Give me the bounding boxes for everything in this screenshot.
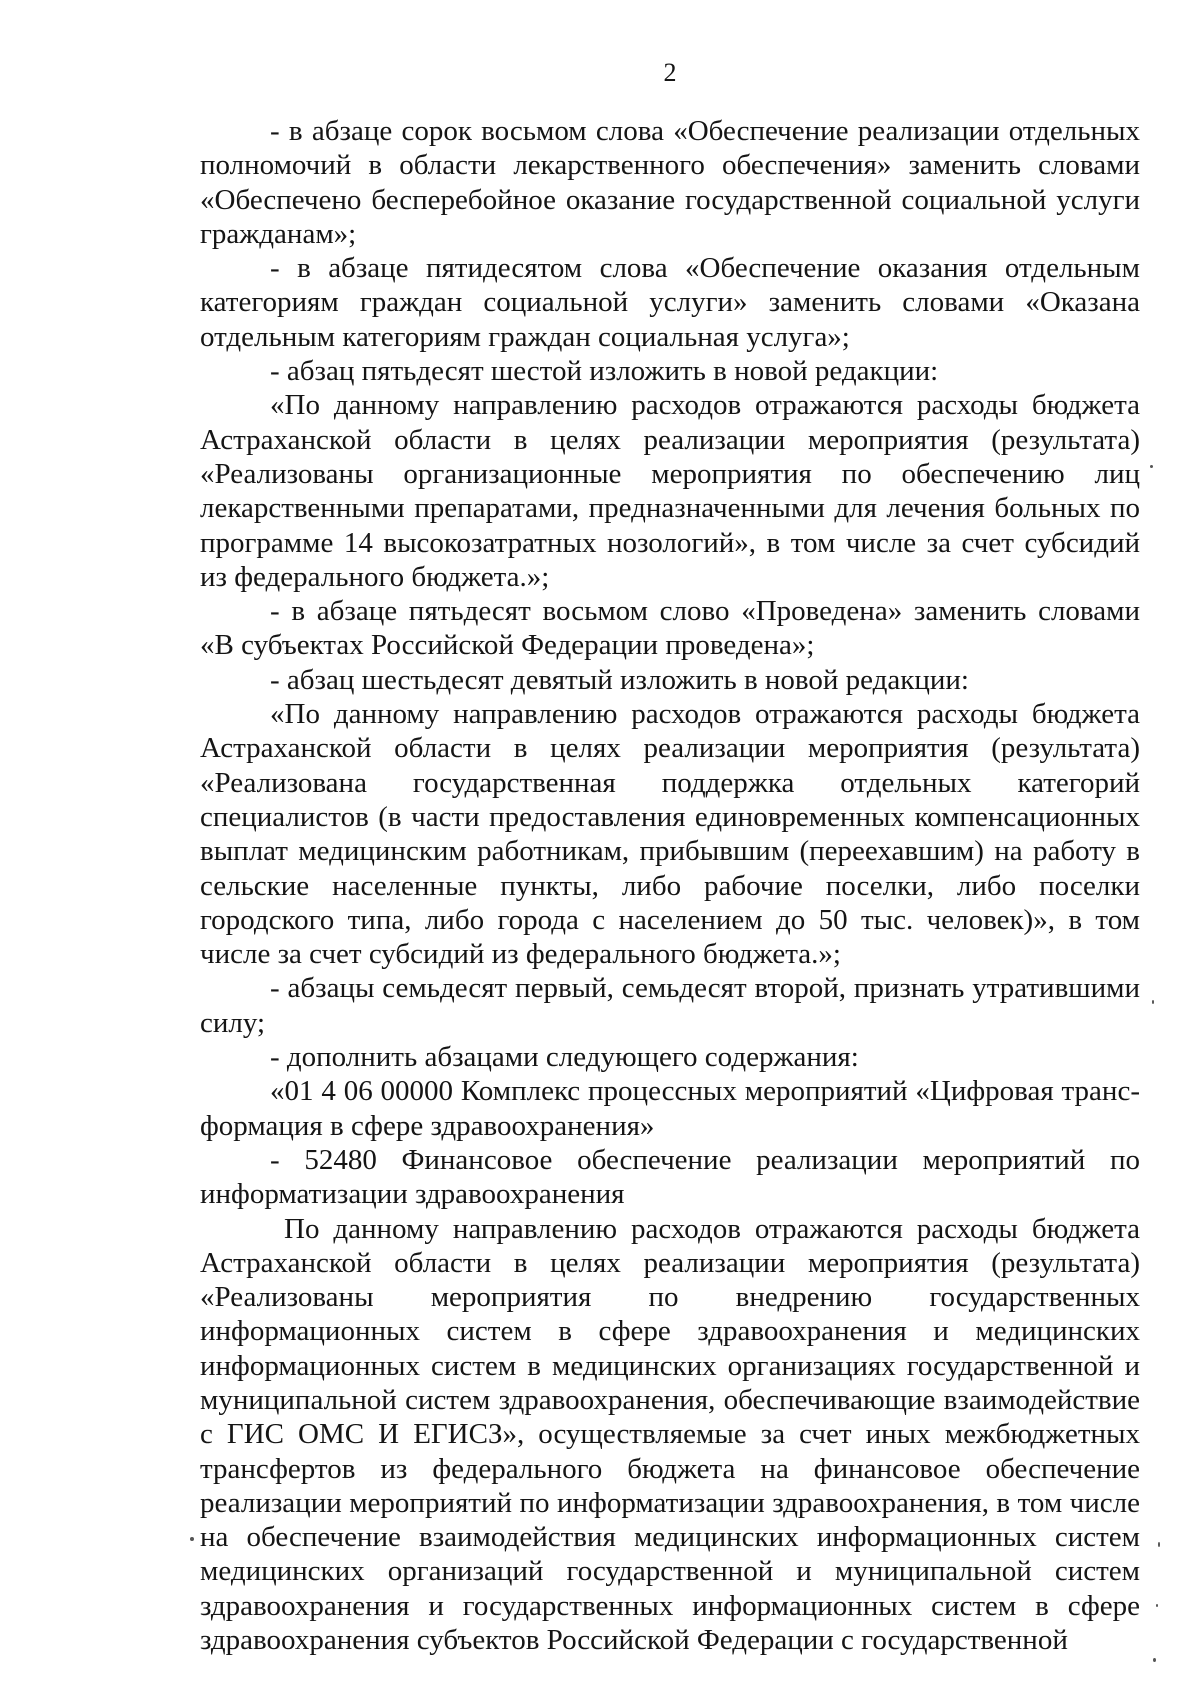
scan-speck — [1153, 1658, 1156, 1662]
document-body — [200, 114, 1140, 1657]
paragraph-abzac-56-instruction: - абзац пятьдесят шестой изложить в новой редакции: — [270, 355, 939, 388]
scan-speck — [1150, 465, 1153, 468]
paragraph-52480: - 52480 Финансовое обеспечение реализации мероприятий по информатизации здравоохранения — [200, 1143, 1140, 1211]
scan-speck — [1156, 1604, 1158, 1607]
paragraph-add-abzacs: - дополнить абзацами следующего содержания: — [270, 1041, 859, 1074]
paragraph-complex-code: «01 4 06 00000 Комплекс процессных мероприятий «Цифровая трансформация в сфере здравоохранения» — [200, 1075, 1140, 1142]
scan-speck — [1158, 1542, 1160, 1547]
paragraph-abzac-58: - в абзаце пятьдесят восьмом слово «Проведена» заменить словами «В субъектах Российской Федерации проведена»; — [200, 595, 1140, 662]
paragraph-abzac-69-instruction: - абзац шестьдесят девятый изложить в новой редакции: — [270, 663, 969, 696]
paragraph-abzac-48: - в абзаце сорок восьмом слова «Обеспечение реализации отдельных полномочий в области лекарственного обеспечения» заменить словами «Обеспечено бесперебойное оказание государственной социальной услуги гражданам»; — [200, 115, 1140, 250]
page-number: 2 — [663, 58, 677, 87]
paragraph-abzac-56-new-text: «По данному направлению расходов отражаются расходы бюджета Астраханской области в целях реализации мероприятия (результата) «Реализованы организационные мероприятия по обеспечению лиц лекарственными препаратами, предназначенными для лечения больных по программе 14 высокозатратных нозологий», в том числе за счет субсидий из федерального бюджета.»; — [200, 389, 1140, 593]
scan-speck — [1152, 1000, 1154, 1004]
paragraph-abzac-69-new-text: «По данному направлению расходов отражаются расходы бюджета Астраханской области в целях реализации мероприятия (результата) «Реализована государственная поддержка отдельных категорий специалистов (в части предоставления единовременных компенсационных выплат медицинским работникам, прибывшим (переехавшим) на работу в сельские населенные пункты, либо рабочие поселки, либо поселки городского типа, либо города с населением до 50 тыс. человек)», в том числе за счет субсидий из федерального бюджета.»; — [200, 698, 1140, 971]
paragraph-abzac-50: - в абзаце пятидесятом слова «Обеспечение оказания отдельным категориям граждан социальной услуги» заменить словами «Оказана отдельным категориям граждан социальная услуга»; — [200, 252, 1140, 353]
paragraph-52480-description: По данному направлению расходов отражаются расходы бюджета Астраханской области в целях реализации мероприятия (результата) «Реализованы мероприятия по внедрению государственных информационных систем в сфере здравоохранения и медицинских информационных систем в медицинских организациях государственной и муниципальной систем здравоохранения, обеспечивающие взаимодействие с ГИС ОМС И ЕГИСЗ», осуществляемые за счет иных межбюджетных трансфертов из федерального бюджета на финансовое обеспечение реализации мероприятий по информатизации здравоохранения, в том числе на обеспечение взаимодействия медицинских информационных систем медицинских организаций государственной и муниципальной систем здравоохранения и государственных информационных систем в сфере здравоохранения субъектов Российской Федерации с государственной — [200, 1212, 1140, 1657]
paragraph-abzac-71-72-repeal: - абзацы семьдесят первый, семьдесят второй, признать утратившими силу; — [200, 972, 1140, 1039]
scan-speck — [190, 1537, 194, 1541]
